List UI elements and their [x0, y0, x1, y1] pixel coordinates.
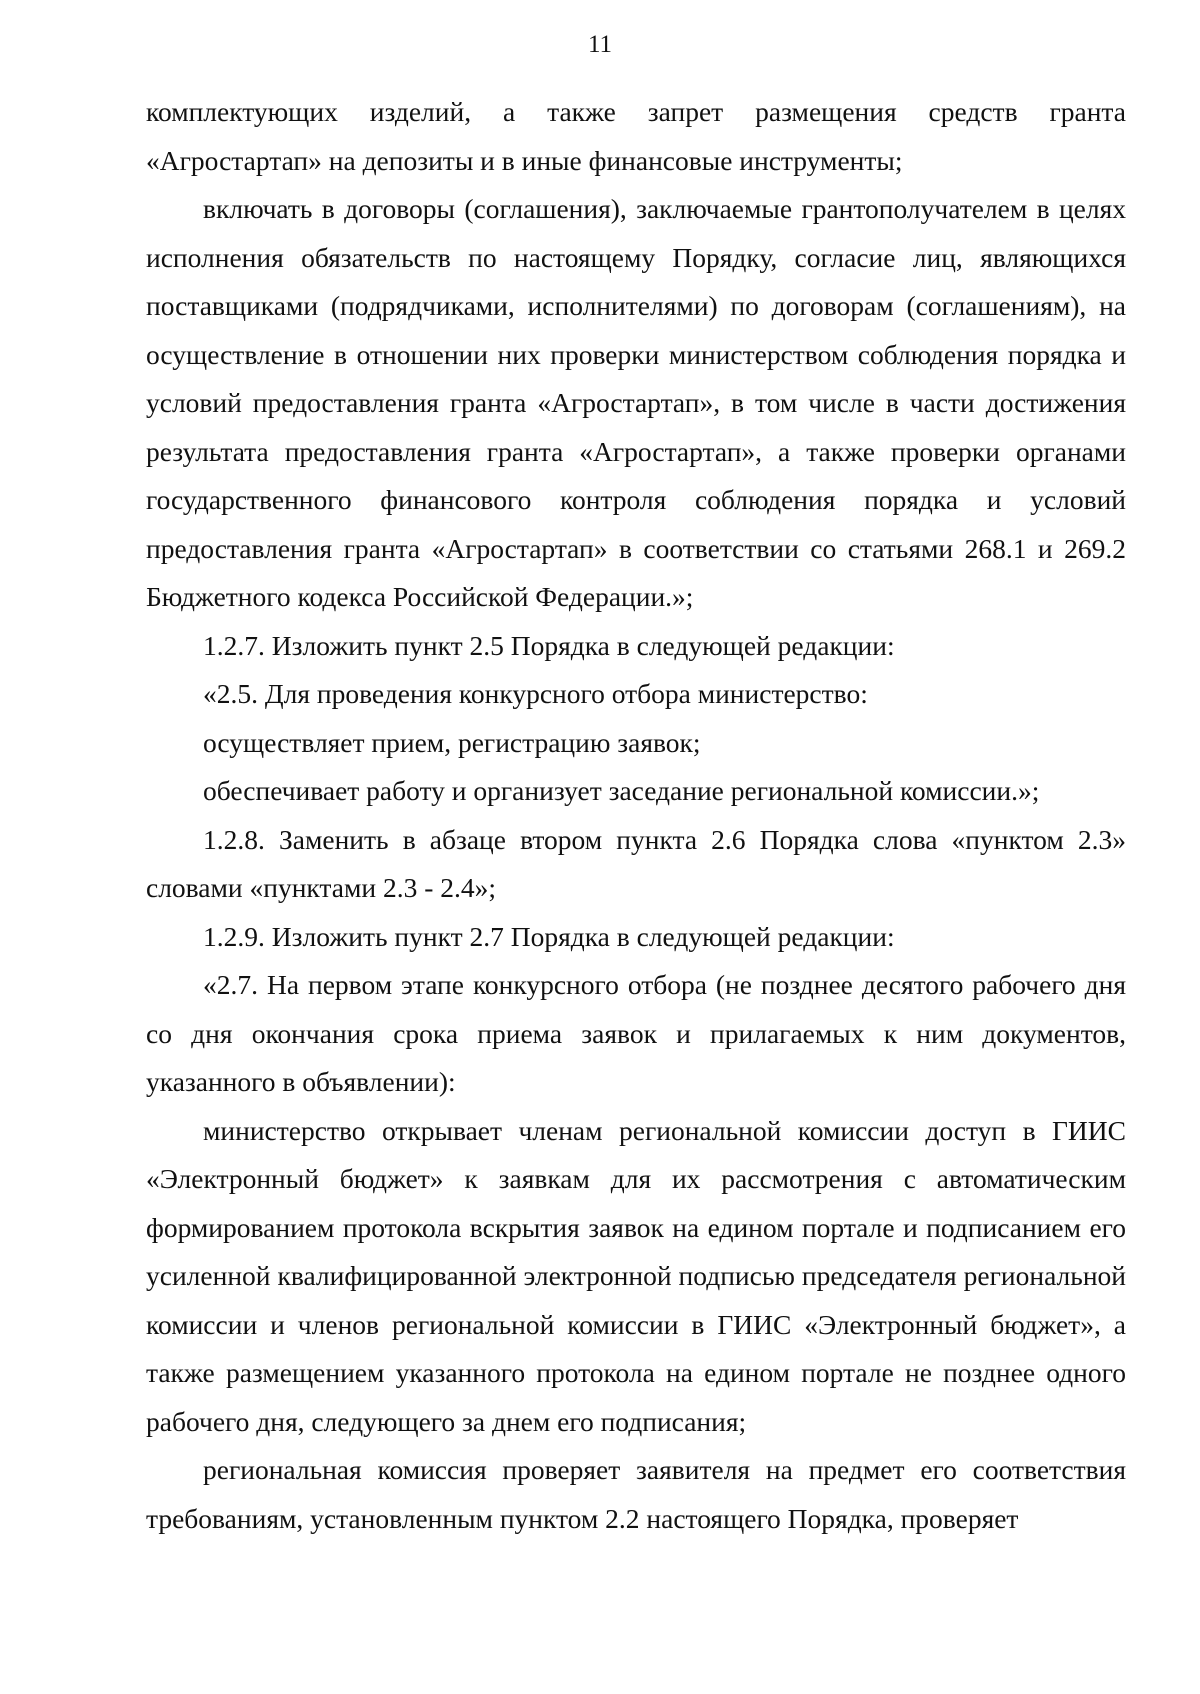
paragraph-2-7: «2.7. На первом этапе конкурсного отбора (не позднее десятого рабочего дня со дня окончания срока приема заявок и прилагаемых к ним документов, указанного в объявлении): — [146, 969, 1126, 1097]
paragraph-1-2-8: 1.2.8. Заменить в абзаце втором пункта 2.6 Порядка слова «пунктом 2.3» словами «пунктами 2.3 - 2.4»; — [146, 823, 1126, 903]
document-body — [146, 88, 1126, 1543]
paragraph-2-5: «2.5. Для проведения конкурсного отбора министерство: — [203, 678, 868, 709]
paragraph-contracts-consent: включать в договоры (соглашения), заключаемые грантополучателем в целях исполнения обязательств по настоящему Порядку, согласие лиц, являющихся поставщиками (подрядчиками, исполнителями) по договорам (соглашениям), на осуществление в отношении них проверки министерством соблюдения порядка и условий предоставления гранта «Агростартап», в том числе в части достижения результата предоставления гранта «Агростартап», а также проверки органами государственного финансового контроля соблюдения порядка и условий предоставления гранта «Агростартап» в соответствии со статьями 268.1 и 269.2 Бюджетного кодекса Российской Федерации.»; — [146, 193, 1126, 612]
paragraph-1-2-9: 1.2.9. Изложить пункт 2.7 Порядка в следующей редакции: — [203, 920, 895, 952]
paragraph-2-5-item-1: осуществляет прием, регистрацию заявок; — [203, 726, 701, 758]
paragraph-2-7-commission: региональная комиссия проверяет заявителя на предмет его соответствия требованиям, установленным пунктом 2.2 настоящего Порядка, проверяет — [146, 1454, 1126, 1534]
paragraph-2-7-ministry: министерство открывает членам региональной комиссии доступ в ГИИС «Электронный бюджет» к заявкам для их рассмотрения с автоматическим формированием протокола вскрытия заявок на едином портале и подписанием его усиленной квалифицированной электронной подписью председателя региональной комиссии и членов региональной комиссии в ГИИС «Электронный бюджет», а также размещением указанного протокола на едином портале не позднее одного рабочего дня, следующего за днем его подписания; — [146, 1114, 1126, 1437]
page-number: 11 — [587, 31, 613, 58]
paragraph-continuation: комплектующих изделий, а также запрет размещения средств гранта «Агростартап» на депозиты и в иные финансовые инструменты; — [146, 96, 1126, 176]
paragraph-1-2-7: 1.2.7. Изложить пункт 2.5 Порядка в следующей редакции: — [203, 629, 895, 661]
paragraph-2-5-item-2: обеспечивает работу и организует заседание региональной комиссии.»; — [203, 775, 1040, 806]
